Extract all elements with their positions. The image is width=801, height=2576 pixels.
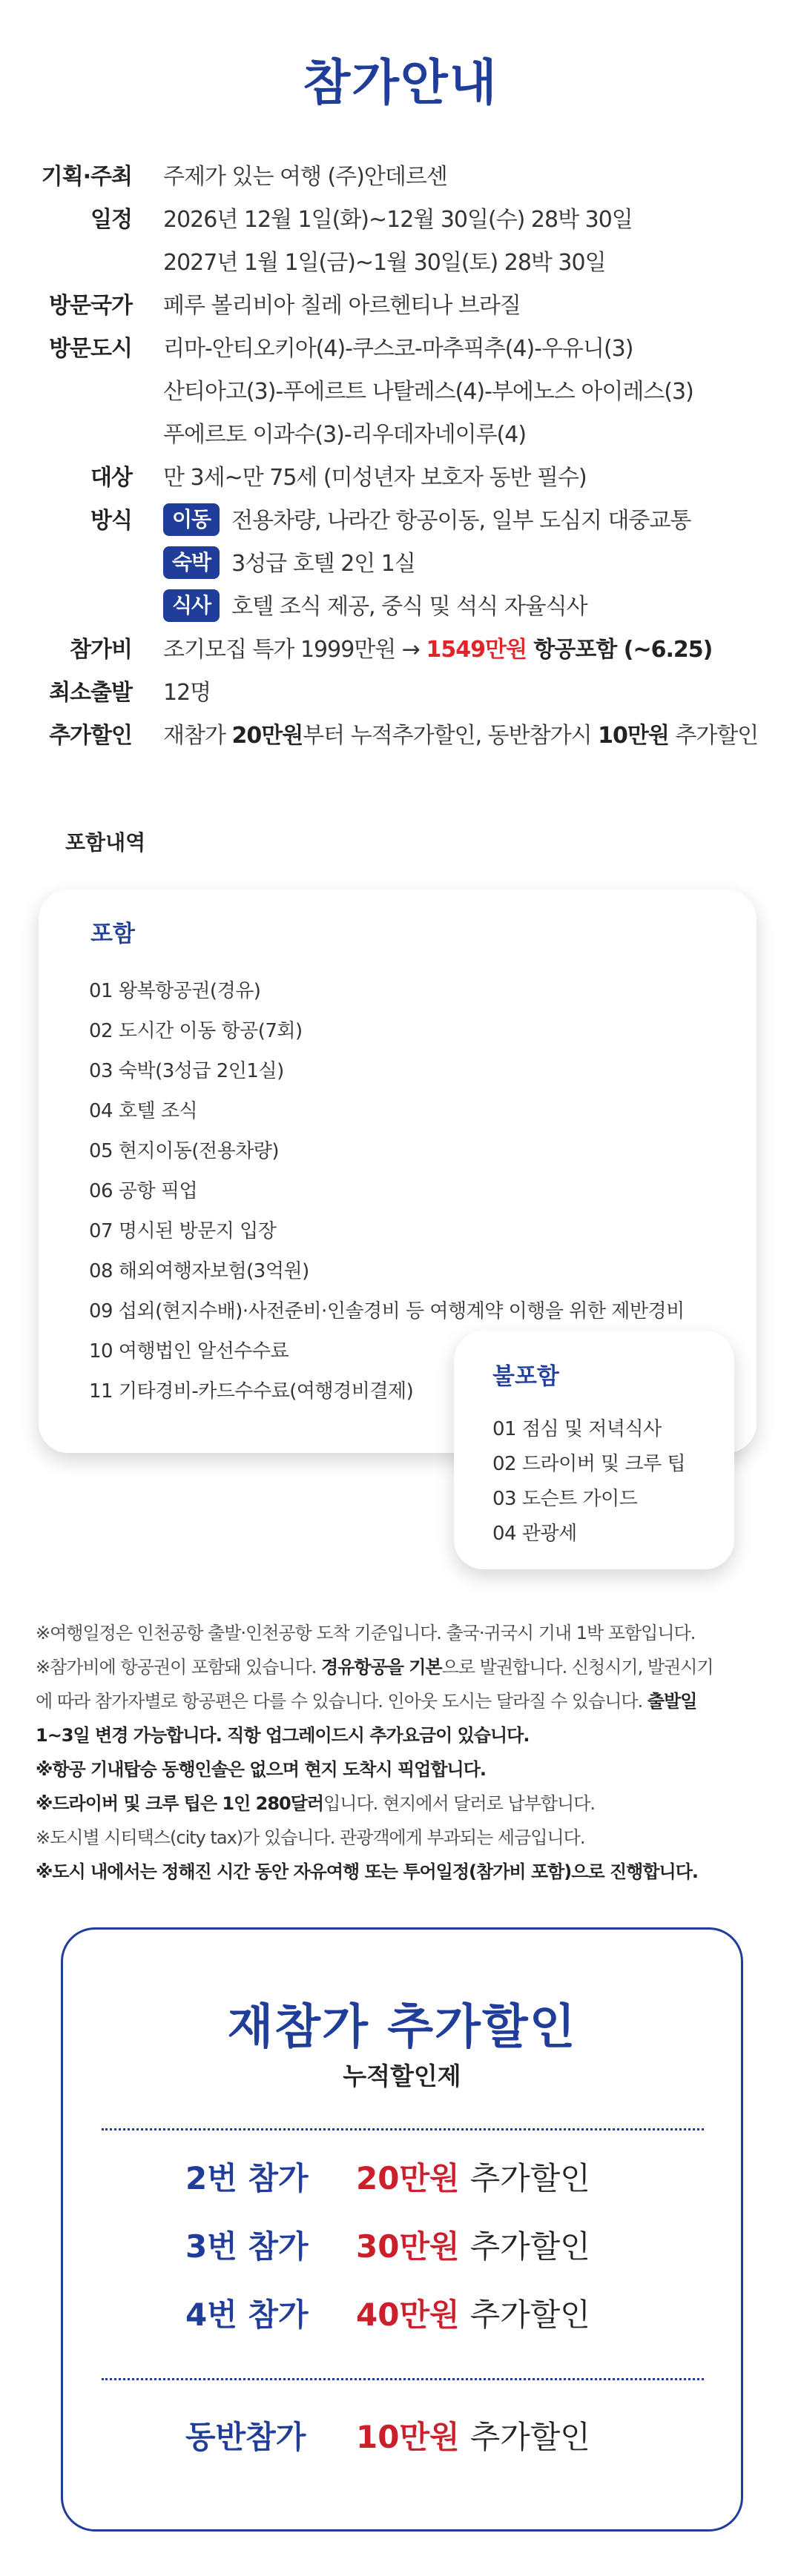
info-row-target — [30, 457, 786, 500]
note-text: ※참가비에 항공권이 포함돼 있습니다. — [36, 1657, 322, 1678]
info-key: 추가할인 — [49, 723, 132, 749]
note-bold: 1~3일 변경 가능합니다. 직항 업그레이드시 추가요금이 있습니다. — [36, 1725, 530, 1746]
discount-suffix: 추가할인 — [469, 2419, 590, 2455]
info-key: 대상 — [90, 465, 132, 491]
info-key: 참가비 — [70, 637, 132, 663]
method-item-lodging — [163, 543, 779, 586]
list-item: 10 여행법인 알선수수료 — [89, 1340, 289, 1363]
discount-label: 4번 참가 — [185, 2297, 309, 2333]
list-item: 08 해외여행자보험(3억원) — [89, 1260, 309, 1282]
dotted-divider — [102, 2128, 704, 2130]
info-value: 2027년 1월 1일(금)~1월 30일(토) 28박 30일 — [163, 250, 606, 276]
discount-label: 3번 참가 — [185, 2228, 309, 2265]
discount-amount: 10만원 — [356, 2419, 460, 2455]
info-value — [163, 715, 779, 758]
info-key: 기획·주최 — [41, 164, 132, 190]
method-text: 3성급 호텔 2인 1실 — [231, 551, 415, 577]
excluded-title: 불포함 — [492, 1363, 559, 1390]
meals-tag: 식사 — [163, 589, 220, 622]
note-text: 에 따라 참가자별로 항공편은 다를 수 있습니다. 인아웃 도시는 달라질 수 있습니다. — [36, 1691, 647, 1712]
info-key: 방문국가 — [49, 293, 132, 319]
fee-suffix: 항공포함 (~6.25) — [526, 637, 713, 663]
list-item: 09 섭외(현지수배)·사전준비·인솔경비 등 여행계약 이행을 위한 제반경비 — [89, 1300, 685, 1322]
info-row-method — [30, 500, 786, 629]
info-value: 만 3세~만 75세 (미성년자 보호자 동반 필수) — [163, 465, 587, 491]
note-line — [36, 1821, 770, 1855]
info-row-organizer — [30, 156, 786, 199]
info-table — [30, 156, 786, 758]
method-text: 호텔 조식 제공, 중식 및 석식 자율식사 — [231, 594, 587, 620]
page-title: 참가안내 — [303, 54, 498, 111]
list-item: 06 공항 픽업 — [89, 1180, 198, 1202]
info-row-schedule — [30, 199, 786, 285]
info-value: 주제가 있는 여행 (주)안데르센 — [163, 164, 447, 190]
list-item: 02 도시간 이동 항공(7회) — [89, 1020, 303, 1042]
excluded-card — [454, 1331, 734, 1569]
list-item: 03 숙박(3성급 2인1실) — [89, 1060, 284, 1082]
discount-label: 2번 참가 — [185, 2160, 309, 2196]
info-value: 리마-안티오키아(4)-쿠스코-마추픽추(4)-우유니(3) — [163, 336, 633, 362]
info-key: 최소출발 — [49, 680, 132, 706]
info-row-min-departure — [30, 672, 786, 715]
excluded-list — [492, 1412, 685, 1552]
discount-row — [185, 2225, 590, 2269]
list-item: 01 점심 및 저녁식사 — [492, 1418, 662, 1440]
discount-title: 재참가 추가할인 — [227, 2000, 577, 2055]
discount-label: 동반참가 — [185, 2419, 306, 2455]
lodging-tag: 숙박 — [163, 546, 220, 579]
note-bold: ※드라이버 및 크루 팁은 1인 280달러 — [36, 1793, 324, 1814]
note-line — [36, 1855, 770, 1889]
discount-amount: 20만원 — [356, 2160, 460, 2196]
text-part: 부터 누적추가할인, 동반참가시 — [303, 723, 599, 749]
info-value: 12명 — [163, 680, 211, 706]
companion-discount-row — [185, 2415, 590, 2460]
note-line — [36, 1787, 770, 1821]
info-value — [163, 629, 779, 672]
note-line — [36, 1718, 770, 1752]
info-row-fee — [30, 629, 786, 672]
info-value: 2026년 12월 1일(화)~12월 30일(수) 28박 30일 — [163, 207, 633, 233]
fee-highlight: 1549만원 — [426, 637, 527, 663]
note-bold: 경유항공을 기본 — [321, 1657, 442, 1678]
included-title: 포함 — [90, 921, 135, 947]
included-heading: 포함내역 — [65, 830, 146, 855]
discount-subtitle: 누적할인제 — [343, 2062, 461, 2090]
discount-suffix: 추가할인 — [469, 2297, 590, 2333]
list-item: 11 기타경비-카드수수료(여행경비결제) — [89, 1380, 414, 1403]
method-item-meals — [163, 586, 779, 629]
method-item-transport — [163, 500, 779, 543]
fee-prefix: 조기모집 특가 1999만원 → — [163, 637, 426, 663]
text-part: 재참가 — [163, 723, 232, 749]
discount-row — [185, 2156, 590, 2201]
list-item: 05 현지이동(전용차량) — [89, 1140, 280, 1162]
text-bold: 20만원 — [231, 723, 303, 749]
note-text: ※여행일정은 인천공항 출발·인천공항 도착 기준입니다. 출국·귀국시 기내 1박 포함입니다. — [36, 1623, 696, 1643]
info-row-cities — [30, 328, 786, 457]
note-text: 으로 발권합니다. 신청시기, 발권시기 — [441, 1657, 713, 1678]
note-line — [36, 1752, 770, 1787]
list-item: 03 도슨트 가이드 — [492, 1488, 638, 1510]
discount-suffix: 추가할인 — [469, 2228, 590, 2265]
info-value: 푸에르토 이과수(3)-리우데자네이루(4) — [163, 422, 527, 448]
note-bold: 출발일 — [647, 1691, 697, 1712]
list-item: 04 호텔 조식 — [89, 1100, 198, 1122]
text-part: 추가할인 — [668, 723, 759, 749]
info-value: 페루 볼리비아 칠레 아르헨티나 브라질 — [163, 293, 521, 319]
note-bold: ※항공 기내탑승 동행인솔은 없으며 현지 도착시 픽업합니다. — [36, 1759, 486, 1780]
info-key: 방식 — [90, 508, 132, 534]
note-line — [36, 1616, 770, 1650]
info-key: 일정 — [90, 207, 132, 233]
list-item: 01 왕복항공권(경유) — [89, 980, 261, 1002]
discount-row — [185, 2293, 590, 2337]
dotted-divider — [102, 2378, 704, 2380]
discount-amount: 30만원 — [356, 2228, 460, 2265]
note-text: 입니다. 현지에서 달러로 납부합니다. — [323, 1793, 596, 1814]
discount-amount: 40만원 — [356, 2297, 460, 2333]
note-bold: ※도시 내에서는 정해진 시간 동안 자유여행 또는 투어일정(참가비 포함)으로 진행합니다. — [36, 1861, 699, 1882]
note-line — [36, 1650, 770, 1684]
note-text: ※도시별 시티택스(city tax)가 있습니다. 관광객에게 부과되는 세금입니다. — [36, 1827, 585, 1848]
transport-tag: 이동 — [163, 503, 220, 536]
list-item: 02 드라이버 및 크루 팁 — [492, 1453, 686, 1475]
info-row-extra-discount — [30, 715, 786, 758]
info-key: 방문도시 — [49, 336, 132, 362]
method-text: 전용차량, 나라간 항공이동, 일부 도심지 대중교통 — [231, 508, 691, 534]
text-bold: 10만원 — [598, 723, 669, 749]
notes — [36, 1616, 770, 1889]
info-value: 산티아고(3)-푸에르트 나탈레스(4)-부에노스 아이레스(3) — [163, 379, 693, 405]
list-item: 04 관광세 — [492, 1523, 577, 1545]
info-row-countries — [30, 285, 786, 328]
discount-suffix: 추가할인 — [469, 2160, 590, 2196]
list-item: 07 명시된 방문지 입장 — [89, 1220, 277, 1242]
rejoin-discount-box — [61, 1927, 743, 2532]
note-line — [36, 1684, 770, 1718]
